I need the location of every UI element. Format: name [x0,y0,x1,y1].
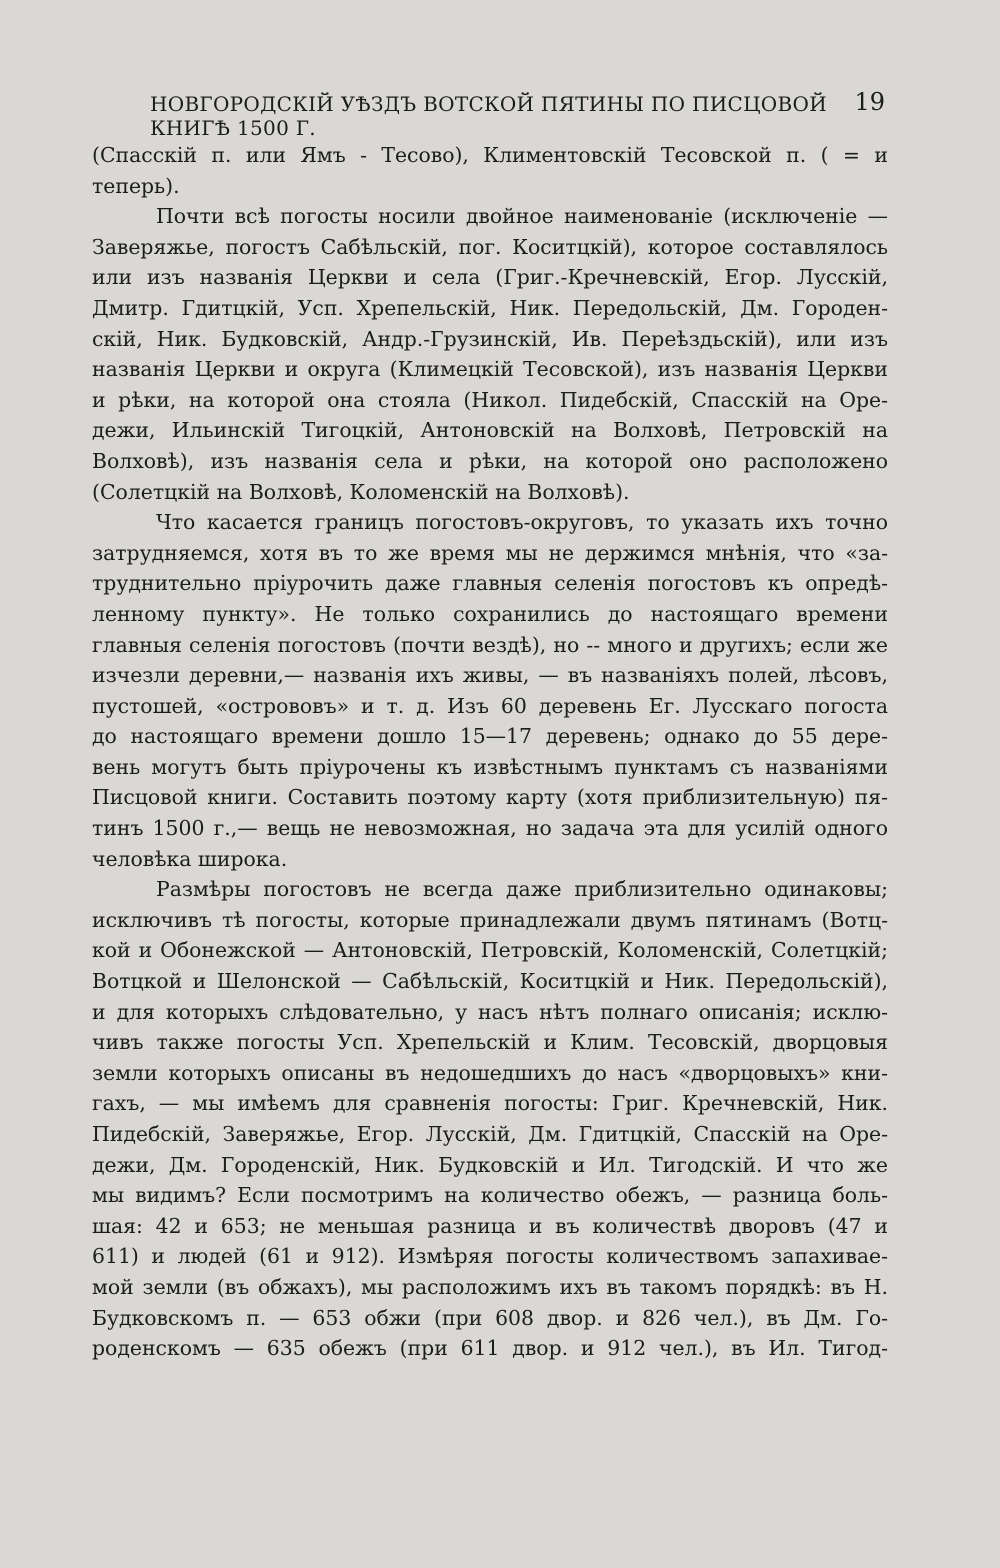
text-line: земли которыхъ описаны въ недошедшихъ до насъ «дворцовыхъ» кни- [92,1060,888,1085]
text-line: дежи, Дм. Городенскій, Ник. Будковскій и Ил. Тигодскій. И что же [92,1152,888,1177]
text-line: мы видимъ? Если посмотримъ на количество обежъ, — разница боль- [92,1183,888,1208]
text-line: (Солетцкій на Волховѣ, Коломенскій на Волховѣ). [92,479,630,504]
text-line: изчезли деревни,— названія ихъ живы, — въ названіяхъ полей, лѣсовъ, [92,663,888,688]
text-line: 611) и людей (61 и 912). Измѣряя погосты количествомъ запахивае- [92,1244,888,1269]
text-line: пустошей, «острововъ» и т. д. Изъ 60 деревень Ег. Лусскаго погоста [92,693,888,718]
page-header [150,88,885,140]
text-line: Вотцкой и Шелонской — Сабѣльскій, Коситцкій и Ник. Передольскій), [92,969,888,994]
text-line: мой земли (въ обжахъ), мы расположимъ ихъ въ такомъ порядкѣ: въ Н. [92,1274,888,1299]
page-number: 19 [854,88,885,116]
text-line: Заверяжье, погостъ Сабѣльскій, пог. Коситцкій), которое составлялось [92,234,888,259]
text-line: Почти всѣ погосты носили двойное наименованіе (исключеніе — [156,204,888,229]
text-line: шая: 42 и 653; не меньшая разница и въ количествѣ дворовъ (47 и [92,1213,888,1238]
text-line: Дмитр. Гдитцкій, Усп. Хрепельскій, Ник. Передольскій, Дм. Городен- [92,295,888,320]
text-line: ленному пункту». Не только сохранились до настоящаго времени [92,601,888,626]
text-line: кой и Обонежской — Антоновскій, Петровскій, Коломенскій, Солетцкій; [92,938,888,963]
text-line: чивъ также погосты Усп. Хрепельскій и Клим. Тесовскій, дворцовыя [92,1030,888,1055]
text-line: дежи, Ильинскій Тигоцкій, Антоновскій на Волховѣ, Петровскій на [92,418,888,443]
text-line: до настоящаго времени дошло 15—17 деревень; однако до 55 дере- [92,724,888,749]
text-line: названія Церкви и округа (Климецкій Тесовской), изъ названія Церкви [92,357,888,382]
text-line: труднительно пріурочить даже главныя селенія погостовъ къ опредѣ- [92,571,888,596]
text-line: затрудняемся, хотя въ то же время мы не держимся мнѣнія, что «за- [92,540,888,565]
text-line: Размѣры погостовъ не всегда даже приблизительно одинаковы; [156,877,888,902]
text-line: вень могутъ быть пріурочены къ извѣстнымъ пунктамъ съ названіями [92,754,888,779]
text-line: Пидебскій, Заверяжье, Егор. Лусскій, Дм. Гдитцкій, Спасскій на Оре- [92,1122,888,1146]
text-line: и для которыхъ слѣдовательно, у насъ нѣтъ полнаго описанія; исклю- [92,999,888,1024]
text-line: тинъ 1500 г.,— вещь не невозможная, но задача эта для усилій одного [92,816,888,841]
text-line: роденскомъ — 635 обежъ (при 611 двор. и 912 чел.), въ Ил. Тигод- [92,1336,888,1361]
text-line: Будковскомъ п. — 653 обжи (при 608 двор. и 826 чел.), въ Дм. Го- [92,1305,888,1330]
text-line: гахъ, — мы имѣемъ для сравненія погосты: Григ. Кречневскій, Ник. [92,1091,888,1116]
running-title: НОВГОРОДСКІЙ УѢЗДЪ ВОТСКОЙ ПЯТИНЫ ПО ПИСЦОВОЙ КНИГѢ 1500 Г. [150,92,827,140]
text-line: скій, Ник. Будковскій, Андр.-Грузинскій, Ив. Переѣздьскій), или изъ [92,326,888,351]
text-line: главныя селенія погостовъ (почти вездѣ), но -- много и другихъ; если же [92,632,888,657]
text-line: Что касается границъ погостовъ-округовъ, то указать ихъ точно [156,510,888,535]
text-line: Писцовой книги. Составить поэтому карту (хотя приблизительную) пя- [92,785,888,810]
text-line: Волховѣ), изъ названія села и рѣки, на которой оно расположено [92,448,888,473]
text-line: и рѣки, на которой она стояла (Никол. Пидебскій, Спасскій на Оре- [92,387,888,412]
body-text [92,140,888,1364]
text-line: (Спасскій п. или Ямъ - Тесово), Климентовскій Тесовской п. ( = и [92,143,888,167]
text-line: человѣка широка. [92,846,288,871]
text-line: или изъ названія Церкви и села (Григ.-Кречневскій, Егор. Лусскій, [92,265,888,290]
text-line: исключивъ тѣ погосты, которые принадлежали двумъ пятинамъ (Вотц- [92,907,888,932]
text-line: теперь). [92,173,180,198]
